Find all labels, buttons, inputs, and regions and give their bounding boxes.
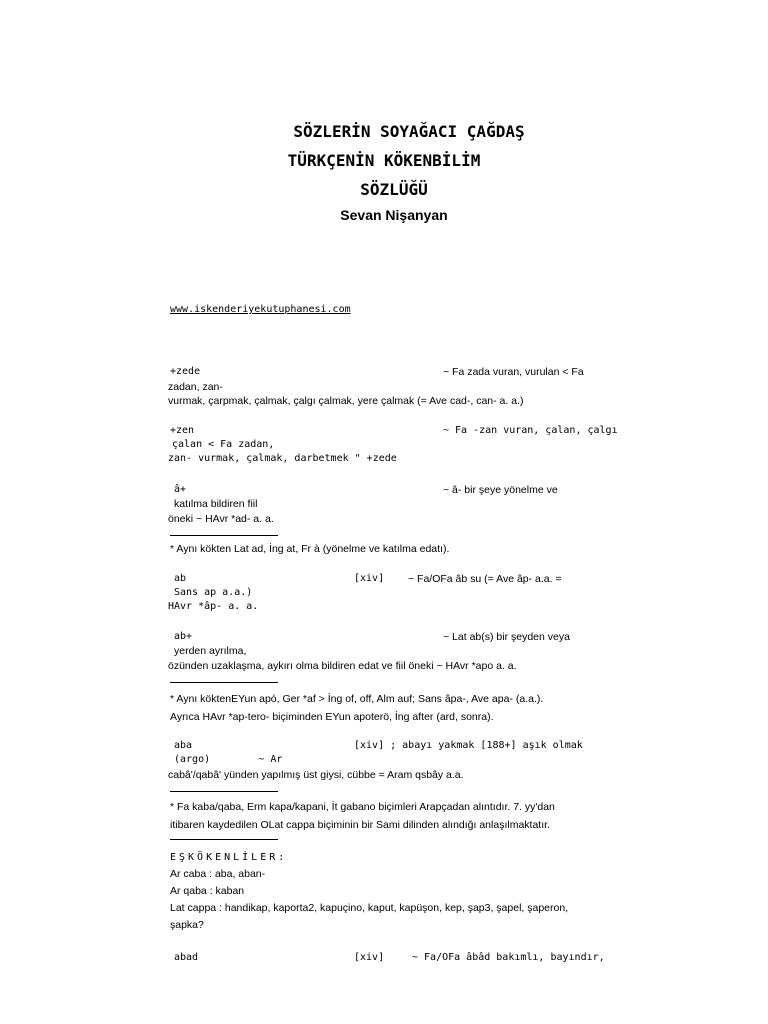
title-line-1: SÖZLERİN SOYAĞACI ÇAĞDAŞ [293,122,525,141]
entry-line-ab-prefix-2: yerden ayrılma, [174,645,247,657]
entry-etym-zede: ~ Fa zada vuran, vurulan < Fa [443,366,584,378]
entry-date-abad: [xiv] [354,952,385,963]
entry-line-a-2: katılma bildiren fiil [174,498,258,510]
entry-head-ab: ab [174,573,187,584]
entry-line-zen-2: çalan < Fa zadan, [172,439,275,450]
entry-etym-ab: ~ Fa/OFa âb su (= Ave âp- a.a. = [408,573,562,585]
entry-head-zen: +zen [170,425,195,436]
entry-line-ab-2: Sans ap a.a.) [174,587,253,598]
footnote-ab-prefix-2: Ayrıca HAvr *ap-tero- biçiminden EYun apoterö, İng after (ard, sonra). [170,711,494,723]
entry-line-ab-3: HAvr *âp- a. a. [168,601,259,612]
related-words-heading: EŞKÖKENLİLER: [170,852,288,863]
footnote-aba-1: * Fa kaba/qaba, Erm kapa/kapani, İt gabano biçimleri Arapçadan alıntıdır. 7. yy'dan [170,801,555,813]
related-word-1: Ar caba : aba, aban- [170,868,266,880]
related-word-2: Ar qaba : kaban [170,885,245,897]
footnote-rule-1 [170,535,278,536]
entry-etym-zen: ~ Fa -zan vuran, çalan, çalgı [443,425,618,436]
footnote-aba-2: itibaren kaydedilen OLat cappa biçiminin bir Sami dilinden alındığı anlaşılmaktatır. [170,819,550,831]
entry-line-zede-3: vurmak, çarpmak, çalmak, çalgı çalmak, yere çalmak (= Ave cad-, can- a. a.) [168,395,524,407]
entry-line-zen-3: zan- vurmak, çalmak, darbetmek " +zede [168,453,397,464]
entry-etym-a: ~ â- bir şeye yönelme ve [443,484,558,496]
entry-date-aba: [xiv] ; abayı yakmak [188+] aşık olmak [354,740,583,751]
entry-etym-abad: ~ Fa/OFa âbâd bakımlı, bayındır, [412,952,605,963]
entry-head-ab-prefix: ab+ [174,631,193,642]
entry-line-a-3: öneki ~ HAvr *ad- a. a. [168,513,274,525]
title-line-3: SÖZLÜĞÜ [360,180,428,199]
footnote-rule-4 [170,839,278,840]
footnote-rule-2 [170,682,278,683]
entry-head-aba: aba [174,740,193,751]
entry-line-ab-prefix-3: özünden uzaklaşma, aykırı olma bildiren edat ve fiil öneki ~ HAvr *apo a. a. [168,660,517,672]
entry-etym-ab-prefix: ~ Lat ab(s) bir şeyden veya [443,631,570,643]
title-line-2: TÜRKÇENİN KÖKENBİLİM [287,151,481,170]
footnote-a: * Aynı kökten Lat ad, İng at, Fr à (yönelme ve katılma edatı). [170,543,450,555]
footnote-ab-prefix-1: * Aynı köktenEYun apó, Ger *af > İng of, off, Alm auf; Sans âpa-, Ave apa- (a.a.). [170,693,544,705]
footnote-rule-3 [170,791,278,792]
entry-date-ab: [xiv] [354,573,385,584]
related-word-4: şapka? [170,919,204,931]
author-name: Sevan Nişanyan [340,207,448,223]
entry-line-aba-3: cabâ'/qabâ' yünden yapılmış üst giysi, cübbe = Aram qsbây a.a. [168,769,464,781]
entry-head-zede: +zede [170,366,201,377]
entry-head-abad: abad [174,952,199,963]
source-link[interactable]: www.iskenderiyekutuphanesi.com [170,304,351,315]
related-word-3: Lat cappa : handikap, kaporta2, kapuçino, kaput, kapüşon, kep, şap3, şapel, şaperon, [170,902,569,914]
entry-line-zede-2: zadan, zan- [168,381,223,393]
entry-head-a: â+ [174,484,187,495]
entry-line-aba-2: (argo) ~ Ar [174,754,283,765]
